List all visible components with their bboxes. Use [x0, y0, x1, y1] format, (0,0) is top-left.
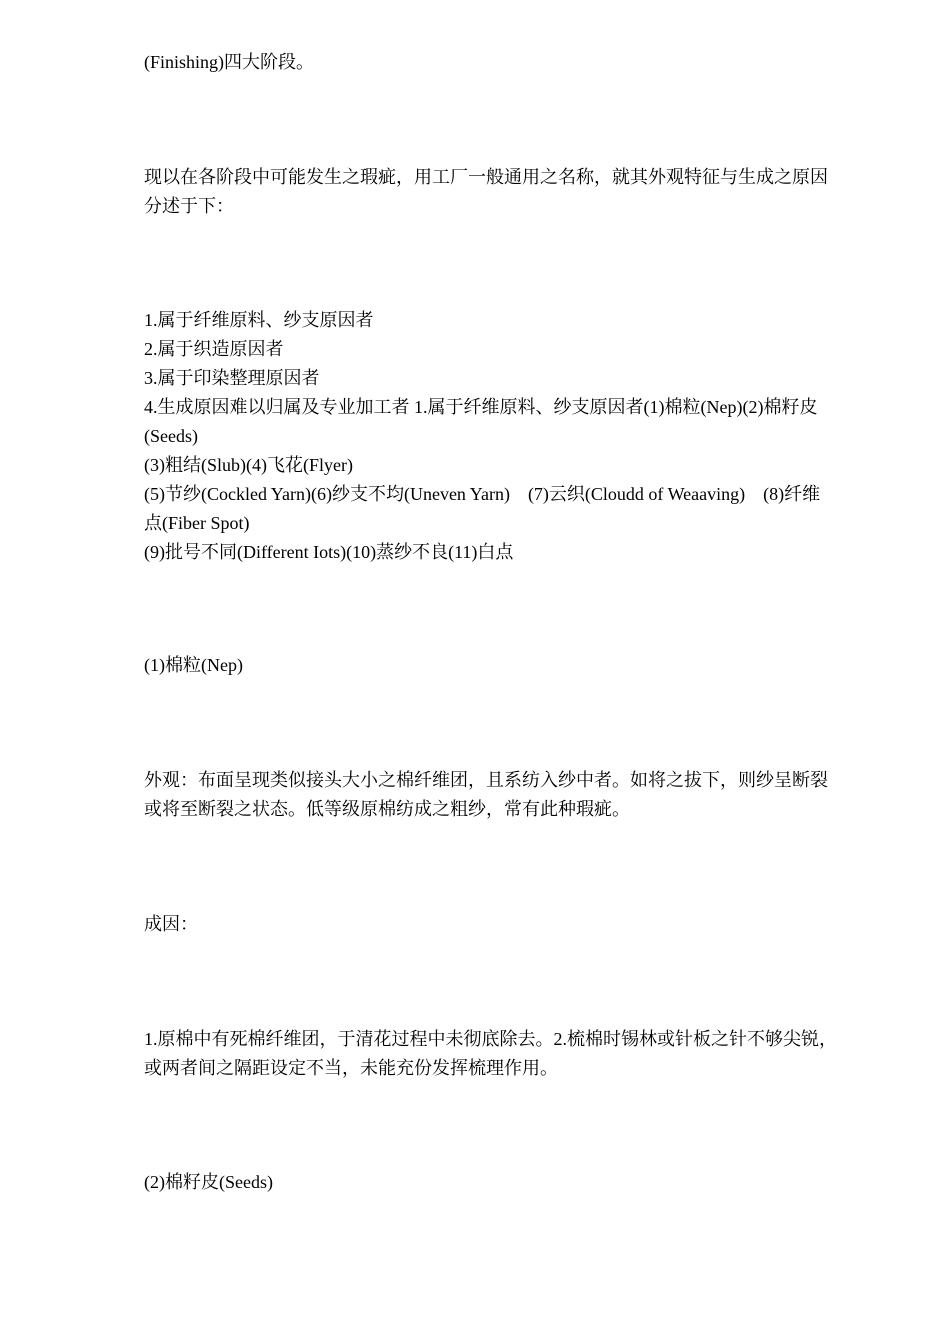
intro-paragraph	[144, 163, 874, 221]
category-item: (5)节纱(Cockled Yarn)(6)纱支不均(Uneven Yarn) (7)云织(Cloudd of Weaaving) (8)纤维	[144, 484, 821, 504]
intro-line: (Finishing)四大阶段。	[144, 52, 315, 72]
text-line: 外观：布面呈现类似接头大小之棉纤维团，且系纺入纱中者。如将之拔下，则纱呈断裂	[144, 770, 828, 790]
text-line: 或将至断裂之状态。低等级原棉纺成之粗纱，常有此种瑕疵。	[144, 799, 630, 819]
category-item: (9)批号不同(Different Iots)(10)蒸纱不良(11)白点	[144, 542, 514, 562]
nep-causes-paragraph	[144, 1025, 874, 1083]
text-line: 现以在各阶段中可能发生之瑕疵，用工厂一般通用之名称，就其外观特征与生成之原因	[144, 167, 828, 187]
text-line: 1.原棉中有死棉纤维团，于清花过程中未彻底除去。2.梳棉时锡林或针板之针不够尖锐，	[144, 1029, 837, 1049]
nep-appearance-paragraph	[144, 766, 874, 824]
cause-heading: 成因：	[144, 914, 198, 934]
category-item: 4.生成原因难以归属及专业加工者 1.属于纤维原料、纱支原因者(1)棉粒(Nep)(2)棉籽皮	[144, 397, 818, 417]
section-heading-nep: (1)棉粒(Nep)	[144, 655, 243, 675]
category-item: (3)粗结(Slub)(4)飞花(Flyer)	[144, 455, 353, 475]
category-item: 点(Fiber Spot)	[144, 513, 250, 533]
category-item: (Seeds)	[144, 426, 198, 446]
category-item: 3.属于印染整理原因者	[144, 368, 320, 388]
category-item: 1.属于纤维原料、纱支原因者	[144, 310, 374, 330]
text-line: 或两者间之隔距设定不当，未能充份发挥梳理作用。	[144, 1058, 558, 1078]
text-line: 分述于下：	[144, 196, 234, 216]
category-list	[144, 306, 874, 567]
section-heading-seeds: (2)棉籽皮(Seeds)	[144, 1172, 273, 1192]
category-item: 2.属于织造原因者	[144, 339, 284, 359]
